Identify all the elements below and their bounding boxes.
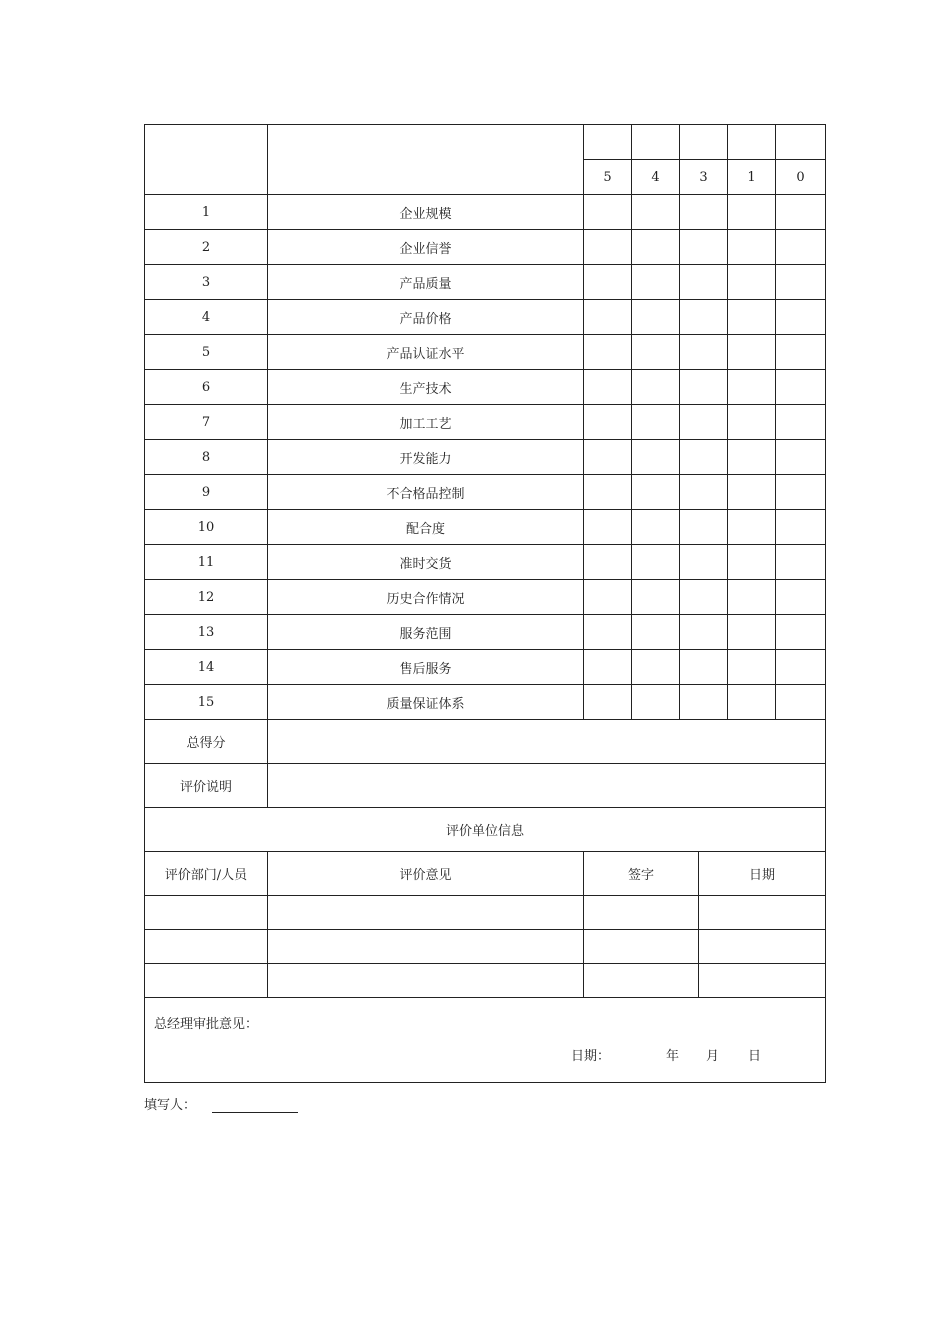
criterion-row xyxy=(145,300,826,335)
header-score-blank xyxy=(728,125,776,160)
criterion-no: 7 xyxy=(145,405,268,440)
score-cell-1[interactable] xyxy=(728,545,776,580)
score-cell-4[interactable] xyxy=(632,405,680,440)
score-cell-0[interactable] xyxy=(776,685,826,720)
evaluator-row xyxy=(145,930,826,964)
criterion-row xyxy=(145,685,826,720)
score-cell-1[interactable] xyxy=(728,265,776,300)
score-cell-4[interactable] xyxy=(632,265,680,300)
filler-label: 填写人： xyxy=(144,1098,197,1113)
score-cell-1[interactable] xyxy=(728,370,776,405)
evaluator-signature-field[interactable] xyxy=(584,964,699,998)
criterion-no: 13 xyxy=(145,615,268,650)
evaluator-opinion-field[interactable] xyxy=(268,896,584,930)
criterion-name: 产品价格 xyxy=(268,300,584,335)
score-cell-1[interactable] xyxy=(728,440,776,475)
score-cell-0[interactable] xyxy=(776,580,826,615)
score-cell-4[interactable] xyxy=(632,300,680,335)
score-cell-5[interactable] xyxy=(584,230,632,265)
score-cell-3[interactable] xyxy=(680,475,728,510)
criterion-row xyxy=(145,265,826,300)
score-cell-1[interactable] xyxy=(728,615,776,650)
criterion-row xyxy=(145,510,826,545)
score-cell-5[interactable] xyxy=(584,370,632,405)
score-cell-4[interactable] xyxy=(632,545,680,580)
score-cell-5[interactable] xyxy=(584,300,632,335)
score-cell-3[interactable] xyxy=(680,580,728,615)
score-cell-1[interactable] xyxy=(728,405,776,440)
header-row-top xyxy=(145,125,826,160)
header-score-blank xyxy=(584,125,632,160)
criterion-row xyxy=(145,440,826,475)
criterion-no: 8 xyxy=(145,440,268,475)
criterion-name: 企业规模 xyxy=(268,195,584,230)
score-cell-5[interactable] xyxy=(584,650,632,685)
criterion-no: 12 xyxy=(145,580,268,615)
approval-year: 年 xyxy=(666,1049,680,1064)
score-cell-4[interactable] xyxy=(632,195,680,230)
score-cell-0[interactable] xyxy=(776,230,826,265)
score-cell-4[interactable] xyxy=(632,370,680,405)
filler-name-line[interactable] xyxy=(212,1098,298,1113)
score-cell-1[interactable] xyxy=(728,300,776,335)
score-cell-3[interactable] xyxy=(680,440,728,475)
score-cell-3[interactable] xyxy=(680,545,728,580)
score-cell-1[interactable] xyxy=(728,230,776,265)
score-cell-3[interactable] xyxy=(680,685,728,720)
criterion-row xyxy=(145,335,826,370)
approval-date-label: 日期： xyxy=(571,1049,611,1064)
score-cell-3[interactable] xyxy=(680,195,728,230)
approval-month: 月 xyxy=(706,1049,720,1064)
criterion-name: 企业信誉 xyxy=(268,230,584,265)
score-cell-4[interactable] xyxy=(632,475,680,510)
criterion-no: 1 xyxy=(145,195,268,230)
score-cell-0[interactable] xyxy=(776,510,826,545)
criterion-name: 服务范围 xyxy=(268,615,584,650)
total-score-label: 总得分 xyxy=(145,720,268,764)
criterion-name: 生产技术 xyxy=(268,370,584,405)
score-cell-5[interactable] xyxy=(584,475,632,510)
score-cell-3[interactable] xyxy=(680,370,728,405)
score-cell-3[interactable] xyxy=(680,405,728,440)
criterion-name: 准时交货 xyxy=(268,545,584,580)
score-cell-0[interactable] xyxy=(776,265,826,300)
score-cell-5[interactable] xyxy=(584,615,632,650)
criterion-row xyxy=(145,475,826,510)
score-cell-3[interactable] xyxy=(680,300,728,335)
score-cell-4[interactable] xyxy=(632,650,680,685)
score-cell-0[interactable] xyxy=(776,650,826,685)
evaluator-section-row xyxy=(145,808,826,852)
score-cell-3[interactable] xyxy=(680,265,728,300)
evaluator-row xyxy=(145,964,826,998)
score-cell-0[interactable] xyxy=(776,195,826,230)
criterion-row xyxy=(145,650,826,685)
evaluation-note-row xyxy=(145,764,826,808)
header-item-cell xyxy=(268,125,584,195)
criterion-name: 质量保证体系 xyxy=(268,685,584,720)
evaluator-date-header: 日期 xyxy=(699,852,826,896)
score-header-4: 4 xyxy=(632,160,680,195)
criterion-no: 9 xyxy=(145,475,268,510)
score-cell-3[interactable] xyxy=(680,335,728,370)
evaluation-note-field[interactable] xyxy=(268,764,826,808)
score-cell-1[interactable] xyxy=(728,195,776,230)
criterion-no: 14 xyxy=(145,650,268,685)
total-score-field[interactable] xyxy=(268,720,826,764)
score-cell-0[interactable] xyxy=(776,405,826,440)
score-cell-4[interactable] xyxy=(632,440,680,475)
score-cell-5[interactable] xyxy=(584,440,632,475)
header-score-blank xyxy=(680,125,728,160)
evaluator-dept-field[interactable] xyxy=(145,930,268,964)
approval-cell[interactable] xyxy=(145,998,826,1083)
approval-date xyxy=(571,1045,761,1064)
score-cell-0[interactable] xyxy=(776,335,826,370)
evaluator-opinion-field[interactable] xyxy=(268,930,584,964)
criterion-no: 5 xyxy=(145,335,268,370)
criterion-name: 配合度 xyxy=(268,510,584,545)
evaluator-row xyxy=(145,896,826,930)
score-cell-5[interactable] xyxy=(584,335,632,370)
score-cell-5[interactable] xyxy=(584,195,632,230)
evaluation-note-label: 评价说明 xyxy=(145,764,268,808)
criterion-no: 4 xyxy=(145,300,268,335)
criterion-name: 加工工艺 xyxy=(268,405,584,440)
evaluator-signature-field[interactable] xyxy=(584,930,699,964)
score-cell-4[interactable] xyxy=(632,685,680,720)
evaluator-date-field[interactable] xyxy=(699,896,826,930)
score-header-5: 5 xyxy=(584,160,632,195)
criterion-no: 6 xyxy=(145,370,268,405)
criterion-no: 11 xyxy=(145,545,268,580)
criterion-no: 15 xyxy=(145,685,268,720)
criterion-name: 售后服务 xyxy=(268,650,584,685)
score-cell-1[interactable] xyxy=(728,650,776,685)
score-cell-5[interactable] xyxy=(584,510,632,545)
score-cell-4[interactable] xyxy=(632,615,680,650)
criterion-row xyxy=(145,545,826,580)
score-cell-1[interactable] xyxy=(728,580,776,615)
criterion-row xyxy=(145,370,826,405)
criterion-no: 3 xyxy=(145,265,268,300)
evaluator-opinion-header: 评价意见 xyxy=(268,852,584,896)
score-header-1: 1 xyxy=(728,160,776,195)
score-cell-4[interactable] xyxy=(632,335,680,370)
criterion-row xyxy=(145,580,826,615)
approval-label: 总经理审批意见： xyxy=(154,1017,259,1032)
criterion-name: 不合格品控制 xyxy=(268,475,584,510)
evaluator-dept-field[interactable] xyxy=(145,964,268,998)
score-cell-4[interactable] xyxy=(632,580,680,615)
evaluator-date-field[interactable] xyxy=(699,964,826,998)
score-cell-3[interactable] xyxy=(680,230,728,265)
score-header-0: 0 xyxy=(776,160,826,195)
criterion-name: 产品认证水平 xyxy=(268,335,584,370)
header-score-blank xyxy=(632,125,680,160)
criterion-row xyxy=(145,230,826,265)
evaluator-section-title: 评价单位信息 xyxy=(145,808,826,852)
approval-day: 日 xyxy=(748,1049,762,1064)
header-score-blank xyxy=(776,125,826,160)
evaluator-header-row xyxy=(145,852,826,896)
approval-row xyxy=(145,998,826,1083)
criterion-name: 产品质量 xyxy=(268,265,584,300)
criterion-no: 10 xyxy=(145,510,268,545)
filler-signature xyxy=(144,1094,298,1113)
score-cell-4[interactable] xyxy=(632,510,680,545)
score-cell-0[interactable] xyxy=(776,370,826,405)
total-score-row xyxy=(145,720,826,764)
score-cell-1[interactable] xyxy=(728,510,776,545)
score-cell-5[interactable] xyxy=(584,545,632,580)
criteria-rows xyxy=(145,195,826,720)
score-cell-1[interactable] xyxy=(728,475,776,510)
score-cell-3[interactable] xyxy=(680,510,728,545)
criterion-row xyxy=(145,615,826,650)
score-cell-5[interactable] xyxy=(584,685,632,720)
score-cell-4[interactable] xyxy=(632,230,680,265)
evaluator-date-field[interactable] xyxy=(699,930,826,964)
score-cell-0[interactable] xyxy=(776,300,826,335)
score-cell-3[interactable] xyxy=(680,615,728,650)
score-cell-3[interactable] xyxy=(680,650,728,685)
score-header-3: 3 xyxy=(680,160,728,195)
score-cell-0[interactable] xyxy=(776,615,826,650)
score-cell-0[interactable] xyxy=(776,545,826,580)
criterion-row xyxy=(145,195,826,230)
evaluation-form xyxy=(144,124,825,1083)
score-cell-1[interactable] xyxy=(728,685,776,720)
score-cell-1[interactable] xyxy=(728,335,776,370)
supplier-evaluation-table xyxy=(144,124,826,1083)
evaluator-dept-header: 评价部门/人员 xyxy=(145,852,268,896)
evaluator-signature-header: 签字 xyxy=(584,852,699,896)
evaluator-dept-field[interactable] xyxy=(145,896,268,930)
score-cell-0[interactable] xyxy=(776,475,826,510)
score-cell-5[interactable] xyxy=(584,265,632,300)
score-cell-5[interactable] xyxy=(584,405,632,440)
criterion-no: 2 xyxy=(145,230,268,265)
score-cell-5[interactable] xyxy=(584,580,632,615)
criterion-name: 历史合作情况 xyxy=(268,580,584,615)
criterion-row xyxy=(145,405,826,440)
criterion-name: 开发能力 xyxy=(268,440,584,475)
header-no-cell xyxy=(145,125,268,195)
evaluator-signature-field[interactable] xyxy=(584,896,699,930)
score-cell-0[interactable] xyxy=(776,440,826,475)
evaluator-opinion-field[interactable] xyxy=(268,964,584,998)
